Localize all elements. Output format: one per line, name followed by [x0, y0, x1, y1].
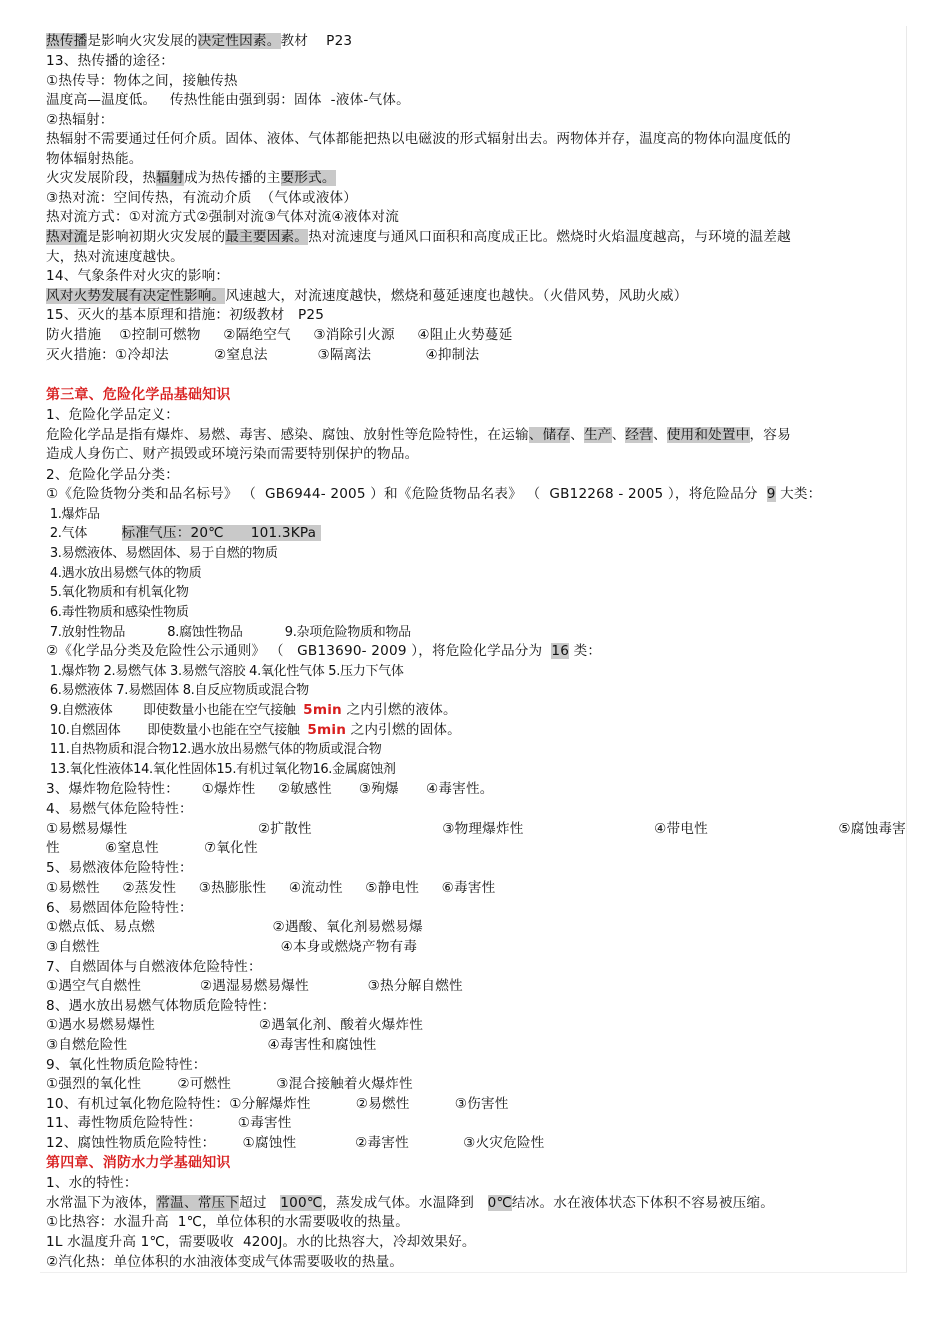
- text-span: ②热辐射：: [46, 112, 114, 128]
- text-line: [46, 997, 276, 1016]
- text-span: ③自燃危险性 ④毒害性和腐蚀性: [46, 1037, 377, 1053]
- text-line: [46, 248, 184, 267]
- text-span: 1L 水温度升高 1℃，需要吸收 4200J。水的比热容大，冷却效果好。: [46, 1234, 476, 1250]
- text-line: [46, 524, 321, 543]
- text-span: ①燃点低、易点燃 ②遇酸、氧化剂易燃易爆: [46, 919, 423, 935]
- text-span: 8、遇水放出易燃气体物质危险特性：: [46, 998, 276, 1014]
- chapter-heading: 第三章、危险化学品基础知识: [46, 387, 231, 403]
- text-span: 9.自燃液体 即使数量小也能在空气接触: [46, 703, 304, 718]
- text-span: 6.易燃液体 7.易燃固体 8.自反应物质或混合物: [46, 683, 309, 698]
- text-span: 类：: [569, 643, 602, 659]
- text-line: [46, 879, 495, 898]
- text-line: [46, 386, 231, 405]
- text-span: 9、氧化性物质危险特性：: [46, 1057, 207, 1073]
- text-span: ①热传导：物体之间，接触传热: [46, 73, 238, 89]
- highlighted-text: 决定性因素。: [197, 33, 281, 49]
- text-span: 物体辐射热能。: [46, 151, 143, 167]
- text-line: [46, 1095, 509, 1114]
- text-span: 10、有机过氧化物危险特性：①分解爆炸性 ②易燃性 ③伤害性: [46, 1096, 509, 1112]
- text-span: 火灾发展阶段，热: [46, 170, 157, 186]
- text-span: ④带电性: [654, 821, 708, 837]
- text-line: [46, 326, 513, 345]
- text-span: 11、毒性物质危险特性： ①毒害性: [46, 1115, 292, 1131]
- text-line: [46, 662, 404, 681]
- text-line: [46, 1174, 138, 1193]
- text-line: [46, 485, 821, 504]
- text-span: ⑤腐蚀毒害: [838, 821, 906, 837]
- text-span: 灭火措施：①冷却法 ②窒息法 ③隔离法 ④抑制法: [46, 347, 480, 363]
- text-span: 、: [570, 427, 584, 443]
- text-span: 是影响火灾发展的: [87, 33, 198, 49]
- text-line: [46, 544, 278, 563]
- highlighted-text: 常温、常压下: [156, 1195, 240, 1211]
- text-span: 6.毒性物质和感染性物质: [46, 605, 189, 620]
- highlighted-text: 最主要因素。: [225, 229, 309, 245]
- text-line: [46, 564, 201, 583]
- text-span: 超过: [239, 1195, 281, 1211]
- text-line: [46, 701, 457, 720]
- text-span: ②汽化热：单位体积的水油液体变成气体需要吸收的热量。: [46, 1254, 404, 1270]
- text-span: 3.易燃液体、易燃固体、易于自燃的物质: [46, 546, 278, 561]
- text-line: [46, 505, 100, 524]
- text-line: [46, 859, 193, 878]
- highlighted-text: 风对火势发展有: [46, 288, 143, 304]
- highlighted-text: 使用和处置中: [666, 427, 750, 443]
- text-span: 之内引燃的液体。: [341, 702, 457, 718]
- highlighted-text: 0℃: [487, 1195, 512, 1211]
- text-span: 热辐射不需要通过任何介质。固体、液体、气体都能把热以电磁波的形式辐射出去。两物体并存，温度高的物体向温度低的: [46, 131, 791, 147]
- text-span: 造成人身伤亡、财产损毁或环境污染而需要特别保护的物品。: [46, 446, 419, 462]
- text-line: [46, 445, 418, 464]
- chapter-heading: 第四章、消防水力学基础知识: [46, 1155, 231, 1171]
- text-line: [46, 466, 179, 485]
- text-line: [46, 1016, 423, 1035]
- highlighted-text: 生产: [583, 427, 612, 443]
- text-span: 大类：: [775, 486, 822, 502]
- text-line: [46, 426, 791, 445]
- text-line: [46, 306, 324, 325]
- text-span: 14、气象条件对火灾的影响：: [46, 268, 230, 284]
- text-line: [46, 1134, 544, 1153]
- text-line: [46, 287, 688, 306]
- highlighted-text: 决定性影响。: [142, 288, 226, 304]
- text-span: 12、腐蚀性物质危险特性： ①腐蚀性 ②毒害性 ③火灾危险性: [46, 1135, 545, 1151]
- text-line: [46, 977, 463, 996]
- text-line: [46, 1194, 774, 1213]
- text-span: 13、热传播的途径：: [46, 53, 175, 69]
- text-span: 15、灭火的基本原理和措施：初级教材 P25: [46, 307, 325, 323]
- text-line: [46, 1075, 413, 1094]
- text-span: 风速越大，对流速度越快，燃烧和蔓延速度也越快。（火借风势，风助火威）: [225, 288, 688, 304]
- text-line: [46, 918, 423, 937]
- text-span: 性 ⑥窒息性 ⑦氧化性: [46, 840, 258, 856]
- text-span: 是影响初期火灾发展的: [87, 229, 226, 245]
- text-line: [46, 740, 381, 759]
- text-line: [46, 1233, 476, 1252]
- text-span: 2.气体: [46, 526, 122, 541]
- text-line: [46, 1036, 376, 1055]
- text-line: [46, 760, 396, 779]
- highlighted-text: 100℃: [280, 1195, 323, 1211]
- text-line: [46, 583, 189, 602]
- highlighted-text: 热对流: [46, 229, 88, 245]
- text-line: [46, 208, 399, 227]
- text-span: 热对流速度与通风口面积和高度成正比。燃烧时火焰温度越高，与环境的温差越: [308, 229, 791, 245]
- text-span: 结冰。水在液体状态下体积不容易被压缩。: [511, 1195, 775, 1211]
- text-span: 5.氧化物质和有机氧化物: [46, 585, 189, 600]
- text-span: 6、易燃固体危险特性：: [46, 900, 193, 916]
- text-span: ③自燃性 ④本身或燃烧产物有毒: [46, 939, 418, 955]
- text-span: ，蒸发成气体。水温降到: [322, 1195, 488, 1211]
- text-span: ①比热容：水温升高 1℃，单位体积的水需要吸收的热量。: [46, 1214, 409, 1230]
- text-line: [46, 406, 179, 425]
- text-line: [46, 72, 238, 91]
- text-span: 3、爆炸物危险特性： ①爆炸性 ②敏感性 ③殉爆 ④毒害性。: [46, 781, 494, 797]
- text-span: 1、水的特性：: [46, 1175, 138, 1191]
- text-span: ③热对流：空间传热，有流动介质 （气体或液体）: [46, 190, 358, 206]
- text-span: 水常温下为液体，: [46, 1195, 157, 1211]
- text-line: [46, 899, 193, 918]
- highlighted-text: 标准气压：20℃ 101.3KPa: [121, 525, 321, 541]
- text-span: 13.氧化性液体14.氧化性固体15.有机过氧化物16.金属腐蚀剂: [46, 762, 396, 777]
- text-line: [46, 1114, 292, 1133]
- text-span: 、: [611, 427, 626, 443]
- highlighted-text: 16: [551, 643, 570, 659]
- text-span: ②扩散性: [257, 821, 312, 837]
- text-span: 1、危险化学品定义：: [46, 407, 179, 423]
- text-span: 5min: [303, 702, 342, 718]
- text-line: [46, 150, 143, 169]
- text-span: ①遇水易燃易爆性 ②遇氧化剂、酸着火爆炸性: [46, 1017, 424, 1033]
- text-line: [46, 721, 461, 740]
- text-span: 防火措施 ①控制可燃物 ②隔绝空气 ③消除引火源 ④阻止火势蔓延: [46, 327, 513, 343]
- text-line: [46, 52, 174, 71]
- highlighted-text: 热传播: [46, 33, 88, 49]
- text-line: [46, 228, 791, 247]
- text-line: [46, 938, 417, 957]
- text-span: 教材 P23: [280, 33, 353, 49]
- text-span: 7、自燃固体与自燃液体危险特性：: [46, 959, 262, 975]
- text-line: [46, 780, 494, 799]
- highlighted-text: 、储存: [528, 427, 571, 443]
- text-span: 1.爆炸物 2.易燃气体 3.易燃气溶胶 4.氧化性气体 5.压力下气体: [46, 664, 404, 679]
- text-span: 温度高—温度低。 传热性能由强到弱：固体 -液体-气体。: [46, 92, 410, 108]
- text-span: 5min: [307, 722, 347, 738]
- text-span: ③物理爆炸性: [442, 821, 524, 837]
- text-span: 4、易燃气体危险特性：: [46, 801, 193, 817]
- text-span: ①易燃性 ②蒸发性 ③热膨胀性 ④流动性 ⑤静电性 ⑥毒害性: [46, 880, 496, 896]
- text-line: [46, 32, 352, 51]
- text-line: [46, 346, 479, 365]
- text-span: 大，热对流速度越快。: [46, 249, 184, 265]
- text-span: ①遇空气自燃性 ②遇湿易燃易爆性 ③热分解自燃性: [46, 978, 463, 994]
- text-span: 5、易燃液体危险特性：: [46, 860, 193, 876]
- text-line: [46, 603, 189, 622]
- highlighted-text: 经营: [625, 427, 653, 443]
- text-span: 7.放射性物品 8.腐蚀性物品 9.杂项危险物质和物品: [46, 625, 411, 640]
- text-line: [46, 800, 193, 819]
- text-line: [46, 681, 309, 700]
- text-line: [46, 267, 229, 286]
- highlighted-text: 辐射: [156, 170, 184, 186]
- text-line: [46, 111, 114, 130]
- text-line: [46, 820, 906, 839]
- text-span: ①强烈的氧化性 ②可燃性 ③混合接触着火爆炸性: [46, 1076, 413, 1092]
- text-span: 之内引燃的固体。: [346, 722, 461, 738]
- text-span: 热对流方式：①对流方式②强制对流③气体对流④液体对流: [46, 209, 400, 225]
- page-edge-bottom: [40, 1272, 907, 1273]
- text-line: [46, 1154, 231, 1173]
- text-line: [46, 958, 262, 977]
- text-line: [46, 1213, 409, 1232]
- highlighted-text: 9: [766, 486, 776, 502]
- text-span: 1.爆炸品: [46, 507, 100, 522]
- text-line: [46, 642, 601, 661]
- text-line: [46, 1253, 403, 1272]
- text-span: ②《化学品分类及危险性公示通则》 （ GB13690- 2009 ），将危险化学品分为: [46, 643, 552, 659]
- text-line: [46, 189, 357, 208]
- text-line: [46, 839, 258, 858]
- text-line: [46, 623, 411, 642]
- text-span: 4.遇水放出易燃气体的物质: [46, 566, 202, 581]
- text-span: 10.自燃固体 即使数量小也能在空气接触: [46, 723, 308, 738]
- text-span: ，容易: [749, 427, 791, 443]
- text-span: 、: [652, 427, 667, 443]
- highlighted-text: 要形式。: [280, 170, 336, 186]
- text-span: 危险化学品是指有爆炸、易燃、毒害、感染、腐蚀、放射性等危险特性，在运输: [46, 427, 529, 443]
- text-line: [46, 1056, 207, 1075]
- text-line: [46, 91, 410, 110]
- text-span: 2、危险化学品分类：: [46, 467, 179, 483]
- page-edge-right: [906, 26, 907, 1273]
- text-span: ①易燃易爆性: [46, 821, 128, 837]
- text-span: ①《危险货物分类和品名标号》 （ GB6944- 2005 ）和《危险货物品名表》 （ GB12268 - 2005 ），将危险品分: [46, 486, 767, 502]
- text-line: [46, 130, 791, 149]
- text-line: [46, 169, 336, 188]
- text-span: 11.自热物质和混合物12.遇水放出易燃气体的物质或混合物: [46, 742, 382, 757]
- text-span: 成为热传播的主: [183, 170, 281, 186]
